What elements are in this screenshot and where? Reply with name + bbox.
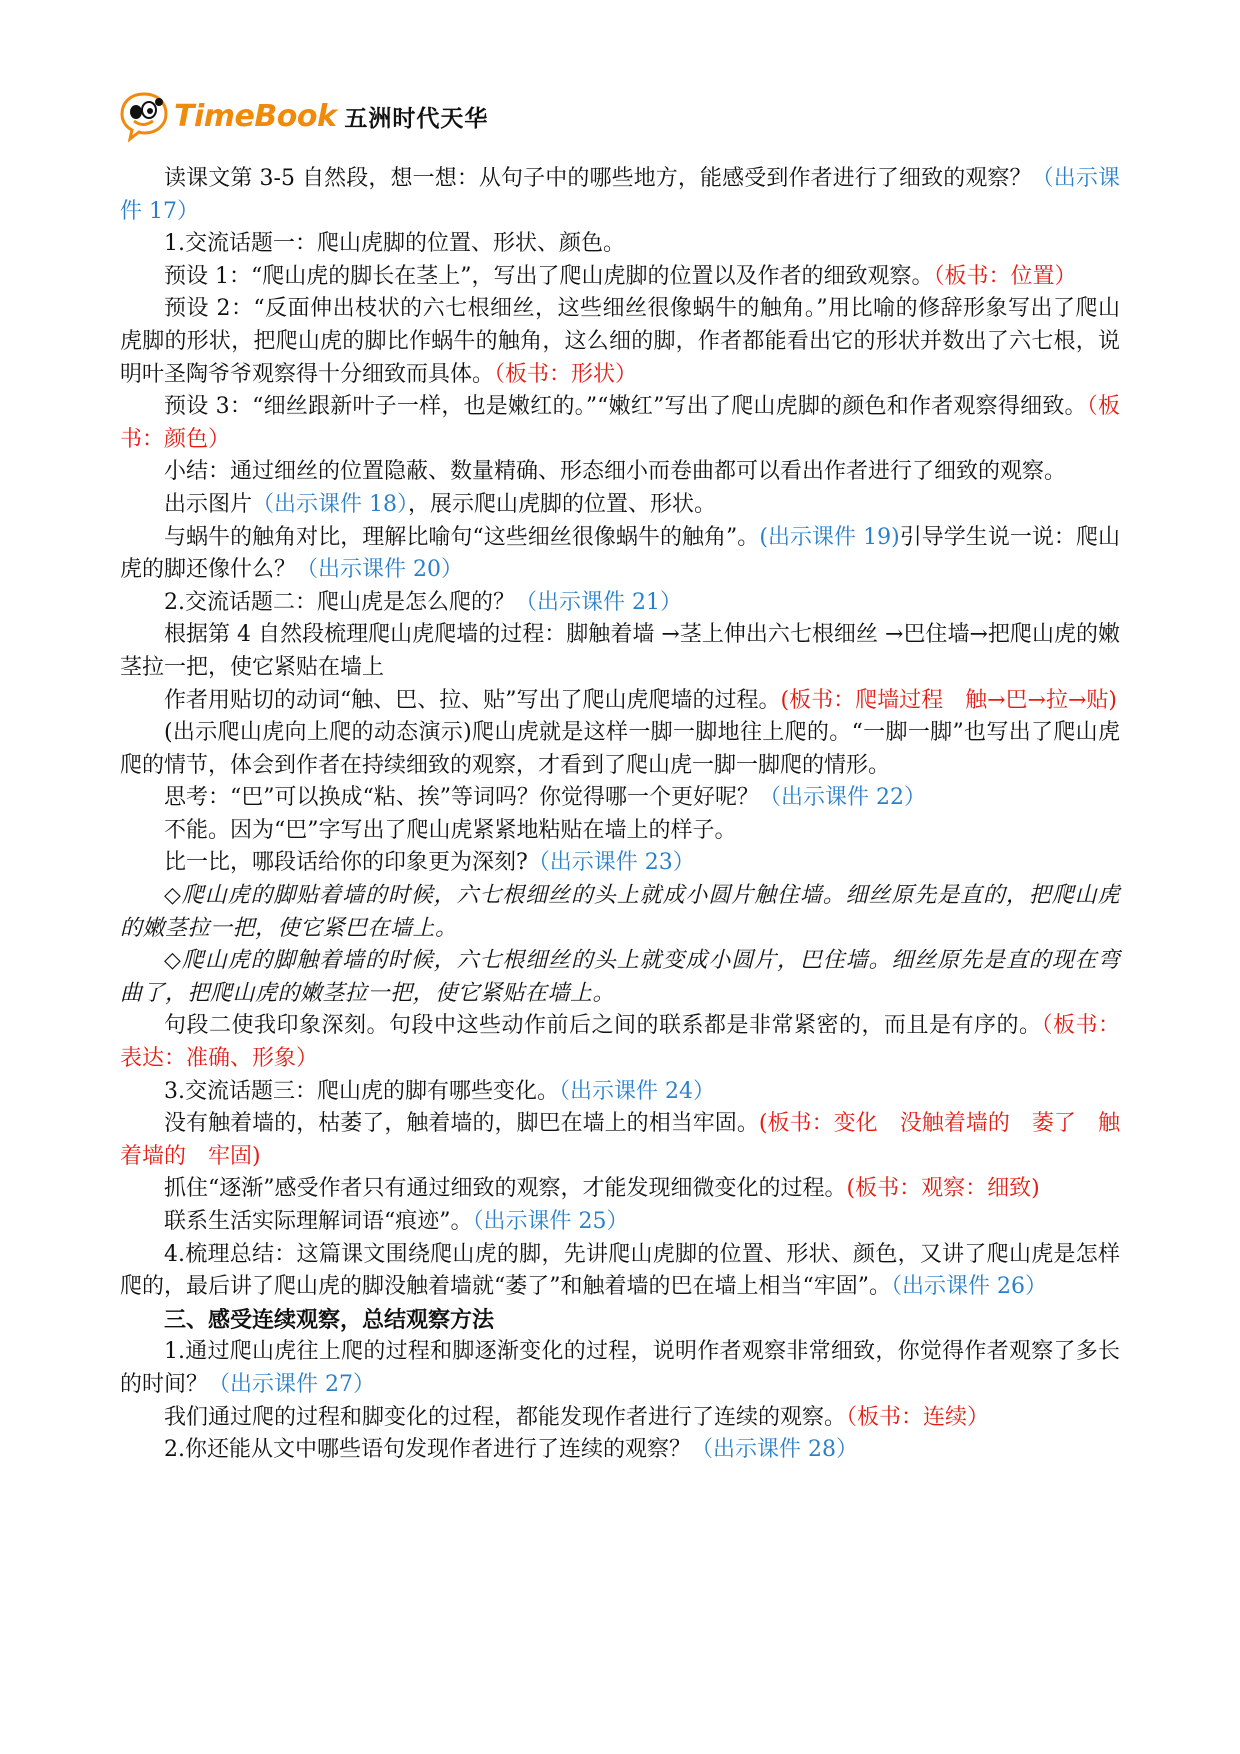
paragraph: 预设 1：“爬山虎的脚长在茎上”，写出了爬山虎脚的位置以及作者的细致观察。（板书：位置） (164, 263, 1077, 289)
courseware-ref: （出示课件 23） (527, 850, 695, 876)
courseware-ref: （出示课件 24） (559, 1078, 715, 1104)
paragraph: 出示图片（出示课件 18），展示爬山虎脚的位置、形状。 (164, 491, 717, 517)
board-note: (板书：观察：细致) (846, 1176, 1040, 1202)
board-note: （板书：位置） (933, 263, 1077, 289)
paragraph: 没有触着墙的，枯萎了，触着墙的，脚巴在墙上的相当牢固。(板书：变化 没触着墙的 萎了 触着墙的 牢固) (120, 1111, 1120, 1169)
paragraph: 句段二使我印象深刻。句段中这些动作前后之间的联系都是非常紧密的，而且是有序的。（板书：表达：准确、形象） (120, 1013, 1120, 1072)
brand-name: TimeBook (174, 98, 337, 134)
paragraph: 抓住“逐渐”感受作者只有通过细致的观察，才能发现细微变化的过程。(板书：观察：细致) (164, 1176, 1040, 1202)
paragraph: 4.梳理总结：这篇课文围绕爬山虎的脚，先讲爬山虎脚的位置、形状、颜色，又讲了爬山虎是怎样爬的，最后讲了爬山虎的脚没触着墙就“萎了”和触着墙的巴在墙上相当“牢固”。（出示课件 26） (120, 1241, 1120, 1300)
courseware-ref: （出示课件 21） (515, 589, 682, 615)
paragraph: 预设 3：“细丝跟新叶子一样，也是嫩红的。”“嫩红”写出了爬山虎脚的颜色和作者观察得细致。（板书：颜色） (120, 394, 1120, 452)
board-note: （板书：形状） (494, 361, 638, 387)
paragraph: 读课文第 3-5 自然段，想一想：从句子中的哪些地方，能感受到作者进行了细致的观察？（出示课件 17） (120, 166, 1120, 224)
section-heading: 三、感受连续观察，总结观察方法 (164, 1306, 495, 1333)
lesson-body (120, 163, 1120, 1467)
paragraph: 比一比，哪段话给你的印象更为深刻?（出示课件 23） (164, 850, 695, 876)
paragraph: 小结：通过细丝的位置隐蔽、数量精确、形态细小而卷曲都可以看出作者进行了细致的观察。 (164, 459, 1067, 485)
paragraph: (出示爬山虎向上爬的动态演示)爬山虎就是这样一脚一脚地往上爬的。“一脚一脚”也写出了爬山虎爬的情节，体会到作者在持续细致的观察，才看到了爬山虎一脚一脚爬的情形。 (120, 720, 1120, 778)
courseware-ref: （出示课件 20） (296, 557, 464, 583)
timebook-mascot-icon (118, 90, 170, 142)
paragraph: 思考：“巴”可以换成“粘、挨”等词吗？你觉得哪一个更好呢？（出示课件 22） (164, 785, 926, 811)
paragraph: 联系生活实际理解词语“痕迹”。（出示课件 25） (164, 1209, 629, 1234)
paragraph: 1.交流话题一：爬山虎脚的位置、形状、颜色。 (164, 231, 625, 257)
courseware-ref: （出示课件 25） (472, 1209, 629, 1234)
paragraph: 我们通过爬的过程和脚变化的过程，都能发现作者进行了连续的观察。（板书：连续） (164, 1404, 990, 1430)
board-note: （板书：颜色） (120, 394, 1120, 452)
header-logo (118, 88, 488, 144)
board-note: (板书：变化 没触着墙的 萎了 触着墙的 牢固) (120, 1111, 1120, 1169)
courseware-ref: （出示课件 17） (120, 166, 1120, 224)
courseware-ref: (出示课件 19) (759, 524, 900, 550)
courseware-ref: （出示课件 22） (759, 785, 926, 811)
board-note: （板书：表达：准确、形象） (120, 1013, 1120, 1072)
paragraph: 作者用贴切的动词“触、巴、拉、贴”写出了爬山虎爬墙的过程。(板书：爬墙过程 触→巴→拉→贴) (164, 687, 1117, 713)
comparison-passage-2: ◇爬山虎的脚触着墙的时候，六七根细丝的头上就变成小圆片，巴住墙。细丝原先是直的现在弯曲了，把爬山虎的嫩茎拉一把，使它紧贴在墙上。 (120, 948, 1120, 1006)
paragraph: 2.你还能从文中哪些语句发现作者进行了连续的观察？（出示课件 28） (164, 1437, 858, 1463)
courseware-ref: （出示课件 18） (252, 491, 409, 517)
courseware-ref: （出示课件 28） (691, 1437, 858, 1463)
paragraph: 根据第 4 自然段梳理爬山虎爬墙的过程：脚触着墙 →茎上伸出六七根细丝 →巴住墙→把爬山虎的嫩茎拉一把，使它紧贴在墙上 (120, 622, 1120, 680)
paragraph: 预设 2：“反面伸出枝状的六七根细丝，这些细丝很像蜗牛的触角。”用比喻的修辞形象写出了爬山虎脚的形状，把爬山虎的脚比作蜗牛的触角，这么细的脚，作者都能看出它的形状并数出了六七根，说明叶圣陶爷爷观察得十分细致而具体。（板书：形状） (120, 296, 1120, 387)
paragraph: 3.交流话题三：爬山虎的脚有哪些变化。（出示课件 24） (164, 1078, 715, 1104)
paragraph: 不能。因为“巴”字写出了爬山虎紧紧地粘贴在墙上的样子。 (164, 817, 737, 843)
paragraph: 与蜗牛的触角对比，理解比喻句“这些细丝很像蜗牛的触角”。(出示课件 19)引导学生说一说：爬山虎的脚还像什么？（出示课件 20） (120, 524, 1120, 583)
brand-name-cn: 五洲时代天华 (344, 105, 489, 132)
courseware-ref: （出示课件 27） (208, 1371, 376, 1397)
board-note: （板书：连续） (846, 1404, 990, 1430)
comparison-passage-1: ◇爬山虎的脚贴着墙的时候，六七根细丝的头上就成小圆片触住墙。细丝原先是直的，把爬山虎的嫩茎拉一把，使它紧巴在墙上。 (120, 883, 1120, 941)
paragraph: 1.通过爬山虎往上爬的过程和脚逐渐变化的过程，说明作者观察非常细致，你觉得作者观察了多长的时间？（出示课件 27） (120, 1339, 1120, 1397)
paragraph: 2.交流话题二：爬山虎是怎么爬的？（出示课件 21） (164, 589, 682, 615)
board-note: (板书：爬墙过程 触→巴→拉→贴) (780, 687, 1117, 713)
courseware-ref: （出示课件 26） (891, 1274, 1047, 1300)
